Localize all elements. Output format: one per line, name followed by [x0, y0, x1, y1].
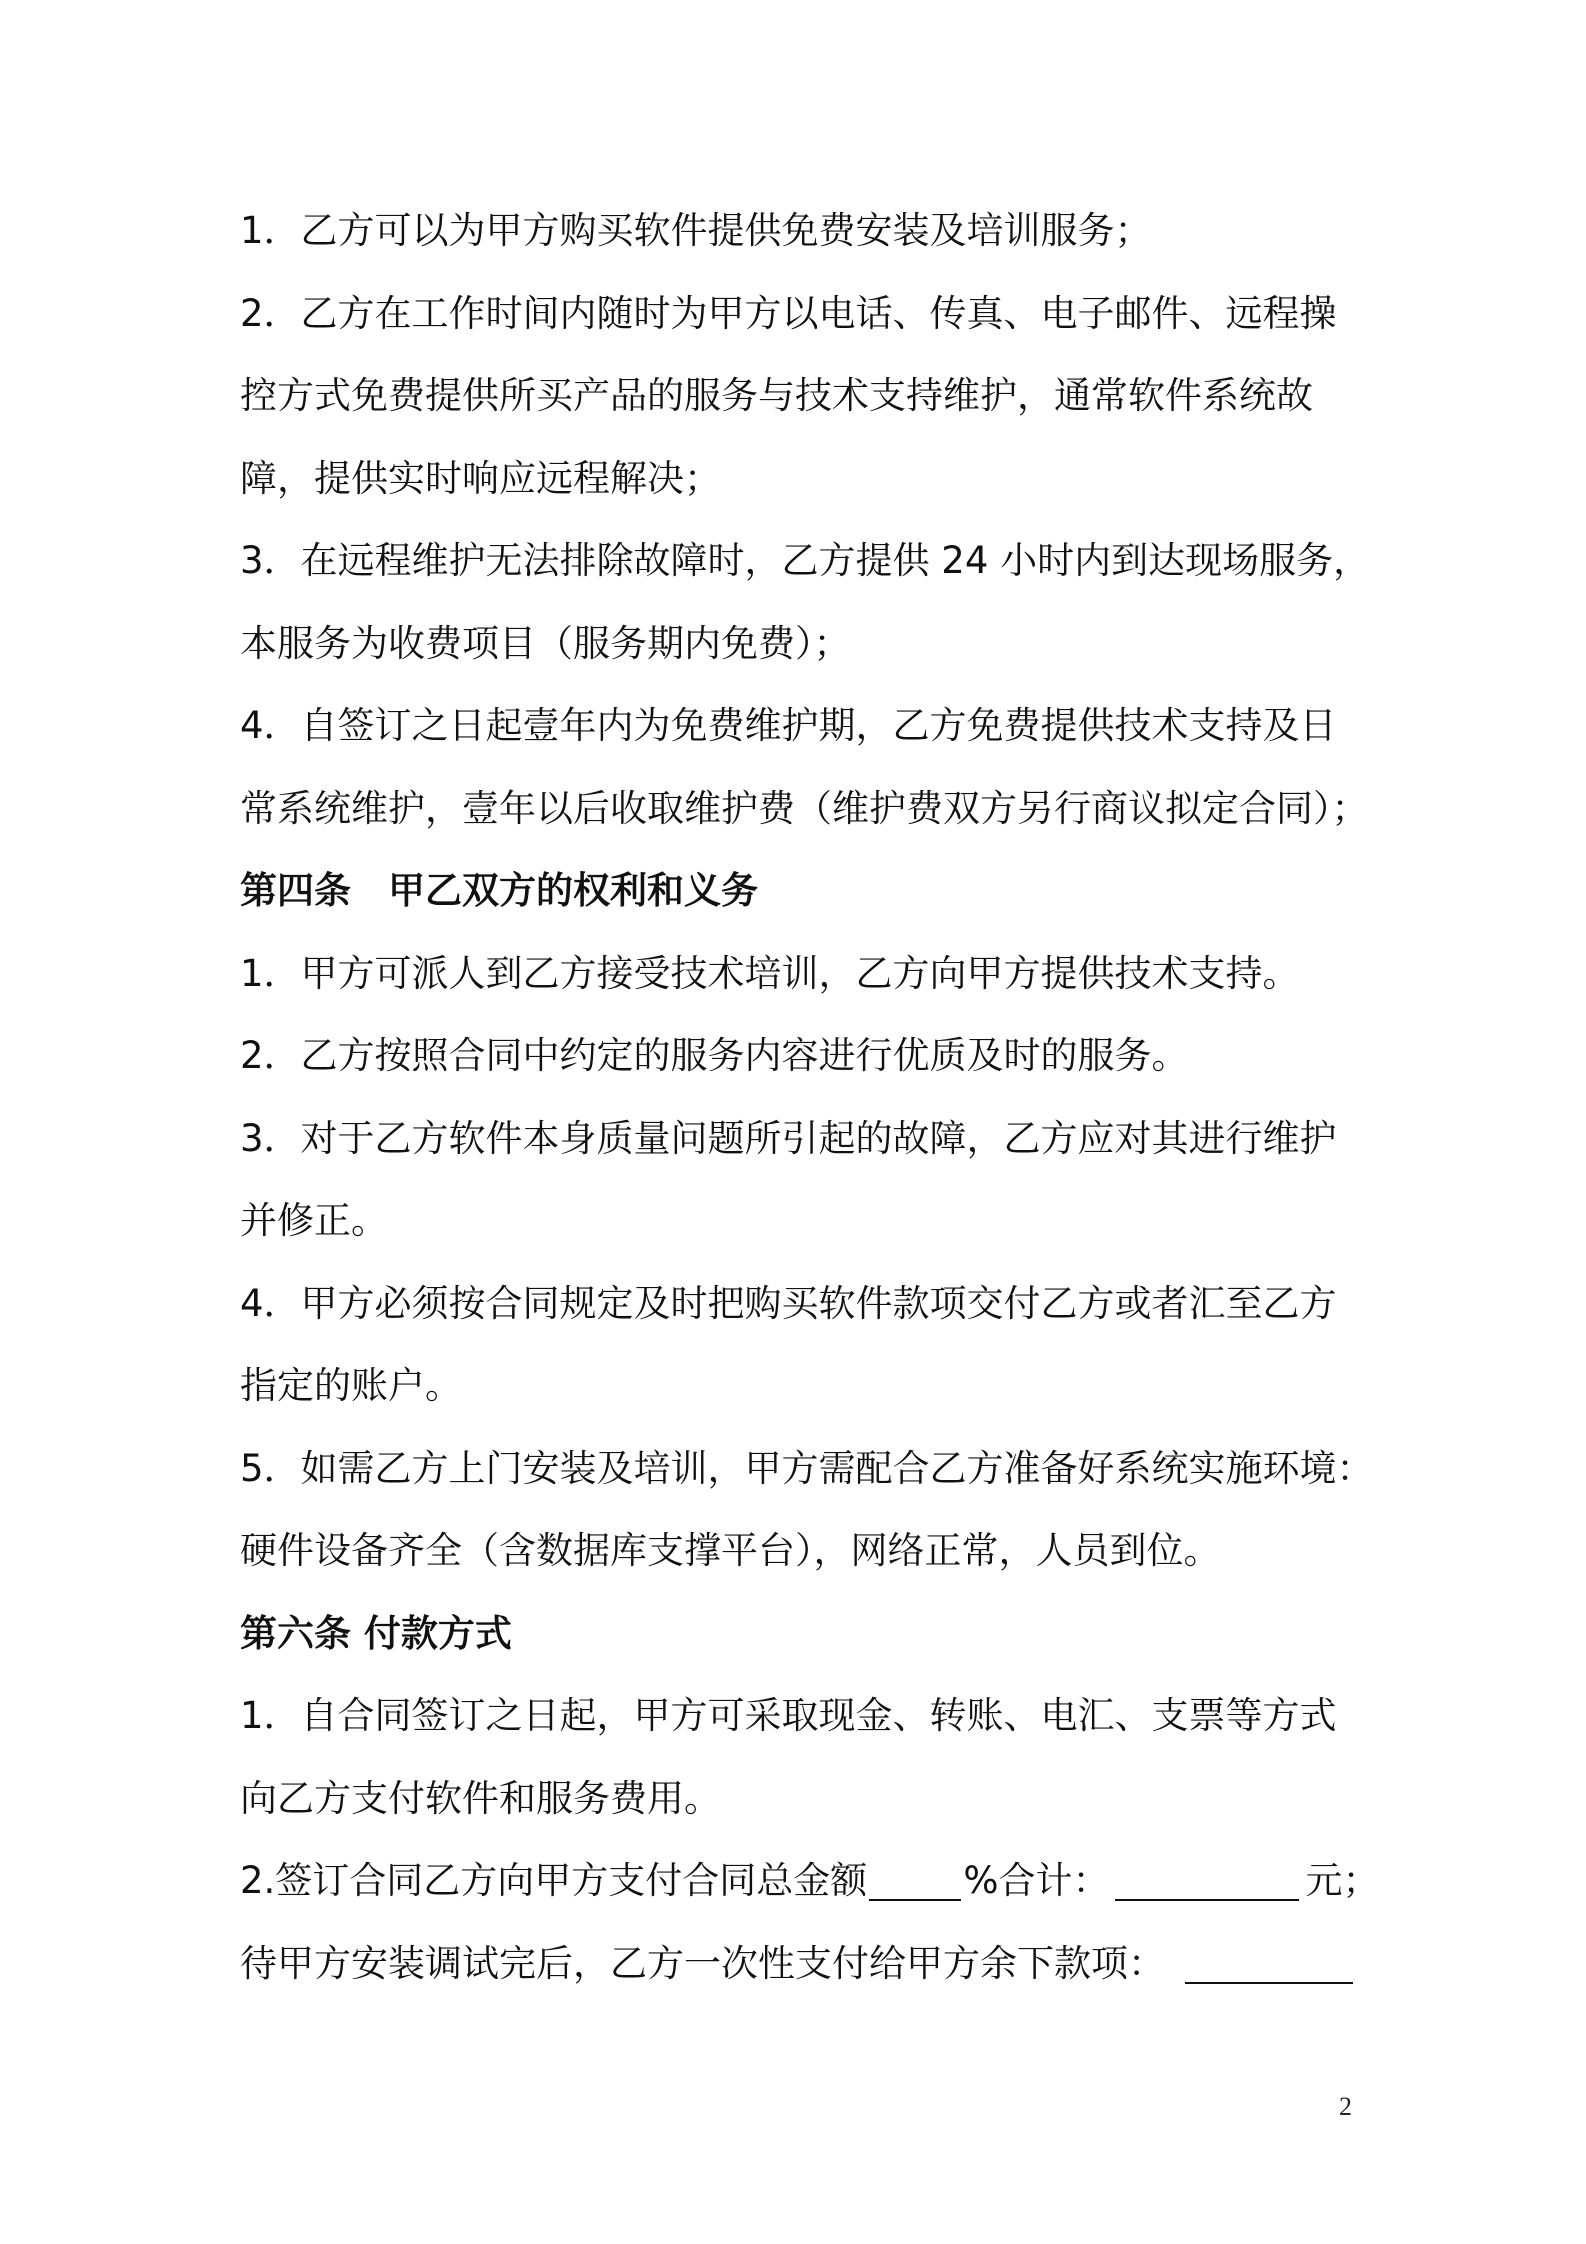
text-line: 控方式免费提供所买产品的服务与技术支持维护，通常软件系统故 — [240, 374, 1313, 417]
text-line: 4．甲方必须按合同规定及时把购买软件款项交付乙方或者汇至乙方 — [240, 1281, 1337, 1325]
text-line: 常系统维护，壹年以后收取维护费（维护费双方另行商议拟定合同）； — [240, 786, 1369, 830]
text-line: 3．对于乙方软件本身质量问题所引起的故障，乙方应对其进行维护 — [240, 1116, 1337, 1160]
payment-text-2: %合计： — [963, 1859, 1110, 1902]
text-line: 障，提供实时响应远程解决； — [240, 456, 721, 500]
payment-text-3: 元； — [1305, 1859, 1380, 1902]
percentage-blank — [869, 1853, 961, 1901]
text-line: 3．在远程维护无法排除故障时，乙方提供 24 小时内到达现场服务， — [240, 539, 1371, 582]
amount-blank — [1115, 1853, 1299, 1901]
text-line: 并修正。 — [240, 1199, 388, 1242]
page-number: 2 — [1339, 2092, 1352, 2121]
article-6-heading: 第六条 付款方式 — [240, 1611, 512, 1655]
payment-line — [240, 1840, 1380, 1923]
text-line: 1．甲方可派人到乙方接受技术培训，乙方向甲方提供技术支持。 — [240, 951, 1300, 995]
text-line: 4．自签订之日起壹年内为免费维护期，乙方免费提供技术支持及日 — [240, 704, 1337, 747]
text-line: 5．如需乙方上门安装及培训，甲方需配合乙方准备好系统实施环境： — [240, 1446, 1374, 1490]
text-line: 向乙方支付软件和服务费用。 — [240, 1776, 721, 1820]
text-line: 1．自合同签订之日起，甲方可采取现金、转账、电汇、支票等方式 — [240, 1694, 1337, 1737]
payment-remainder-line — [240, 1923, 1360, 2006]
document-body — [240, 190, 1380, 2005]
text-line: 2．乙方在工作时间内随时为甲方以电话、传真、电子邮件、远程操 — [240, 291, 1337, 335]
text-line: 指定的账户。 — [240, 1364, 462, 1407]
article-4-heading: 第四条 甲乙双方的权利和义务 — [240, 869, 758, 912]
text-line: 2．乙方按照合同中约定的服务内容进行优质及时的服务。 — [240, 1034, 1189, 1077]
remainder-blank — [1185, 1936, 1353, 1984]
text-line: 1．乙方可以为甲方购买软件提供免费安装及培训服务； — [240, 209, 1152, 252]
payment-text-1: 2.签订合同乙方向甲方支付合同总金额 — [240, 1859, 868, 1902]
payment-remainder-text: 待甲方安装调试完后，乙方一次性支付给甲方余下款项： — [240, 1941, 1165, 1985]
text-line: 硬件设备齐全（含数据库支撑平台），网络正常，人员到位。 — [240, 1529, 1221, 1572]
text-line: 本服务为收费项目（服务期内免费）； — [240, 621, 851, 665]
